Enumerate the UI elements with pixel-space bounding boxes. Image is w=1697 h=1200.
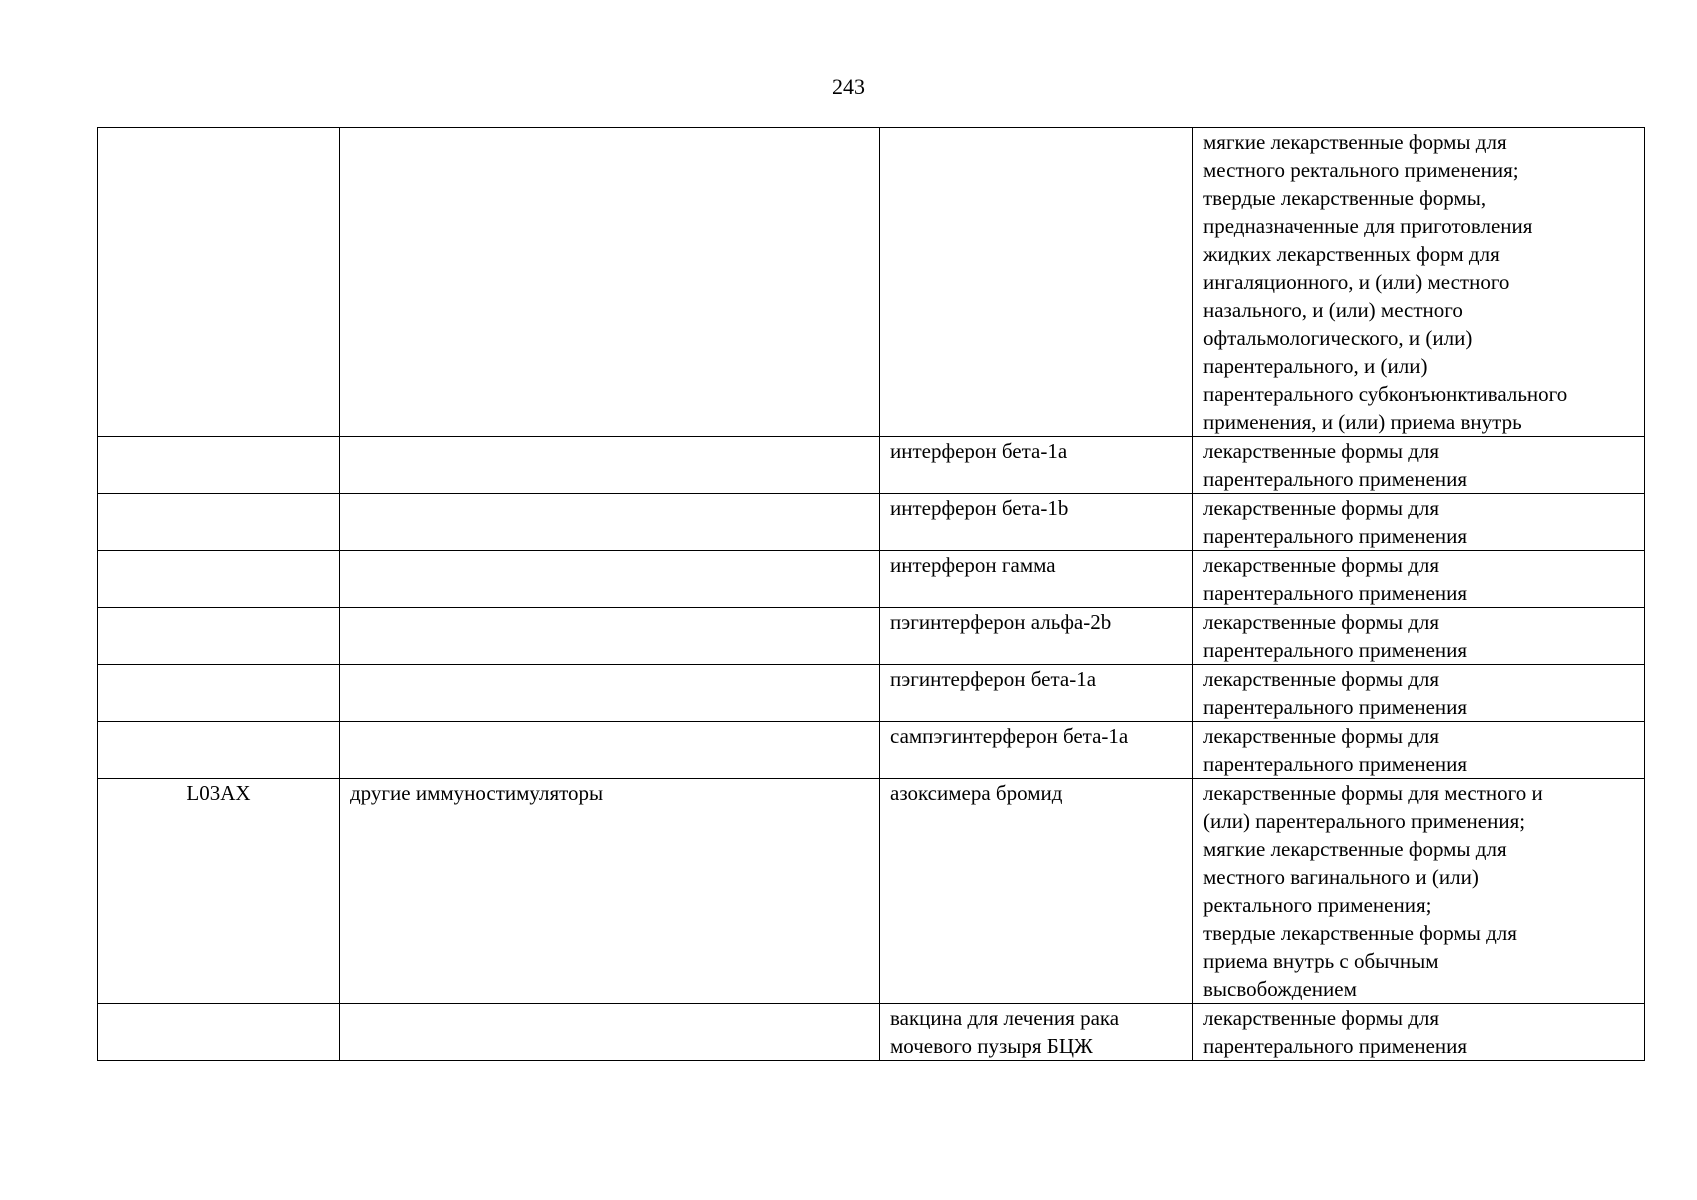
dosage-form-line: высвобождением <box>1203 977 1357 1001</box>
dosage-forms-cell <box>1193 779 1645 1004</box>
atc-code-cell <box>98 437 340 494</box>
substance-name-cell <box>880 1004 1193 1061</box>
atc-code-cell <box>98 665 340 722</box>
substance-name-cell: интерферон бета-1b <box>880 494 1193 551</box>
table-row <box>98 722 1645 779</box>
dosage-forms-cell <box>1193 128 1645 437</box>
dosage-form-line: (или) парентерального применения; <box>1203 809 1526 833</box>
dosage-form-line: лекарственные формы для <box>1203 724 1440 748</box>
table-row <box>98 779 1645 1004</box>
dosage-form-line: лекарственные формы для <box>1203 667 1440 691</box>
atc-code-cell: L03AX <box>98 779 340 1004</box>
pharmacological-group-cell <box>340 128 880 437</box>
dosage-form-line: местного вагинального и (или) <box>1203 865 1479 889</box>
dosage-form-line: мягкие лекарственные формы для <box>1203 837 1507 861</box>
pharmacological-group-cell <box>340 437 880 494</box>
dosage-form-line: лекарственные формы для <box>1203 439 1440 463</box>
dosage-form-line: предназначенные для приготовления <box>1203 214 1533 238</box>
atc-code-cell <box>98 722 340 779</box>
dosage-forms-cell <box>1193 665 1645 722</box>
dosage-form-line: лекарственные формы для <box>1203 610 1440 634</box>
pharmacological-group-cell <box>340 1004 880 1061</box>
substance-name-cell: пэгинтерферон бета-1a <box>880 665 1193 722</box>
pharmacological-group-cell: другие иммуностимуляторы <box>340 779 880 1004</box>
table-row <box>98 437 1645 494</box>
table-row <box>98 608 1645 665</box>
substance-name-cell <box>880 128 1193 437</box>
dosage-form-line: лекарственные формы для <box>1203 1006 1440 1030</box>
dosage-form-line: ингаляционного, и (или) местного <box>1203 270 1510 294</box>
atc-code-cell <box>98 128 340 437</box>
pharmacological-group-cell <box>340 608 880 665</box>
dosage-form-line: местного ректального применения; <box>1203 158 1519 182</box>
dosage-forms-cell <box>1193 437 1645 494</box>
substance-name-cell: сампэгинтерферон бета-1a <box>880 722 1193 779</box>
dosage-form-line: твердые лекарственные формы для <box>1203 921 1517 945</box>
substance-name-cell: азоксимера бромид <box>880 779 1193 1004</box>
dosage-forms-cell <box>1193 494 1645 551</box>
dosage-forms-cell <box>1193 551 1645 608</box>
pharmacological-group-cell <box>340 722 880 779</box>
dosage-form-line: твердые лекарственные формы, <box>1203 186 1487 210</box>
dosage-forms-cell <box>1193 608 1645 665</box>
dosage-form-line: назального, и (или) местного <box>1203 298 1463 322</box>
dosage-form-line: парентерального применения <box>1203 695 1468 719</box>
table-row <box>98 665 1645 722</box>
dosage-form-line: приема внутрь с обычным <box>1203 949 1439 973</box>
pharmacological-group-cell <box>340 551 880 608</box>
substance-line: вакцина для лечения рака <box>890 1006 1120 1030</box>
dosage-form-line: офтальмологического, и (или) <box>1203 326 1473 350</box>
page-number: 243 <box>832 74 865 99</box>
dosage-form-line: парентерального применения <box>1203 467 1468 491</box>
dosage-form-line: парентерального субконъюнктивального <box>1203 382 1568 406</box>
table-row <box>98 551 1645 608</box>
dosage-form-line: парентерального применения <box>1203 1034 1468 1058</box>
substance-line: мочевого пузыря БЦЖ <box>890 1034 1093 1058</box>
dosage-form-line: парентерального применения <box>1203 524 1468 548</box>
pharmacological-group-cell <box>340 494 880 551</box>
dosage-form-line: парентерального, и (или) <box>1203 354 1428 378</box>
dosage-form-line: лекарственные формы для <box>1203 553 1440 577</box>
atc-code-cell <box>98 551 340 608</box>
dosage-form-line: парентерального применения <box>1203 638 1468 662</box>
table-body <box>98 128 1645 1061</box>
atc-code-cell <box>98 608 340 665</box>
dosage-forms-cell <box>1193 1004 1645 1061</box>
drug-table <box>97 127 1645 1061</box>
table-row <box>98 1004 1645 1061</box>
dosage-form-line: парентерального применения <box>1203 581 1468 605</box>
substance-name-cell: пэгинтерферон альфа-2b <box>880 608 1193 665</box>
substance-name-cell: интерферон бета-1a <box>880 437 1193 494</box>
dosage-forms-cell <box>1193 722 1645 779</box>
dosage-form-line: ректального применения; <box>1203 893 1432 917</box>
atc-code-cell <box>98 1004 340 1061</box>
substance-name-cell: интерферон гамма <box>880 551 1193 608</box>
dosage-form-line: жидких лекарственных форм для <box>1203 242 1500 266</box>
dosage-form-line: лекарственные формы для местного и <box>1203 781 1543 805</box>
dosage-form-line: мягкие лекарственные формы для <box>1203 130 1507 154</box>
pharmacological-group-cell <box>340 665 880 722</box>
atc-code-cell <box>98 494 340 551</box>
table-row <box>98 494 1645 551</box>
table-row <box>98 128 1645 437</box>
dosage-form-line: применения, и (или) приема внутрь <box>1203 410 1522 434</box>
dosage-form-line: парентерального применения <box>1203 752 1468 776</box>
dosage-form-line: лекарственные формы для <box>1203 496 1440 520</box>
